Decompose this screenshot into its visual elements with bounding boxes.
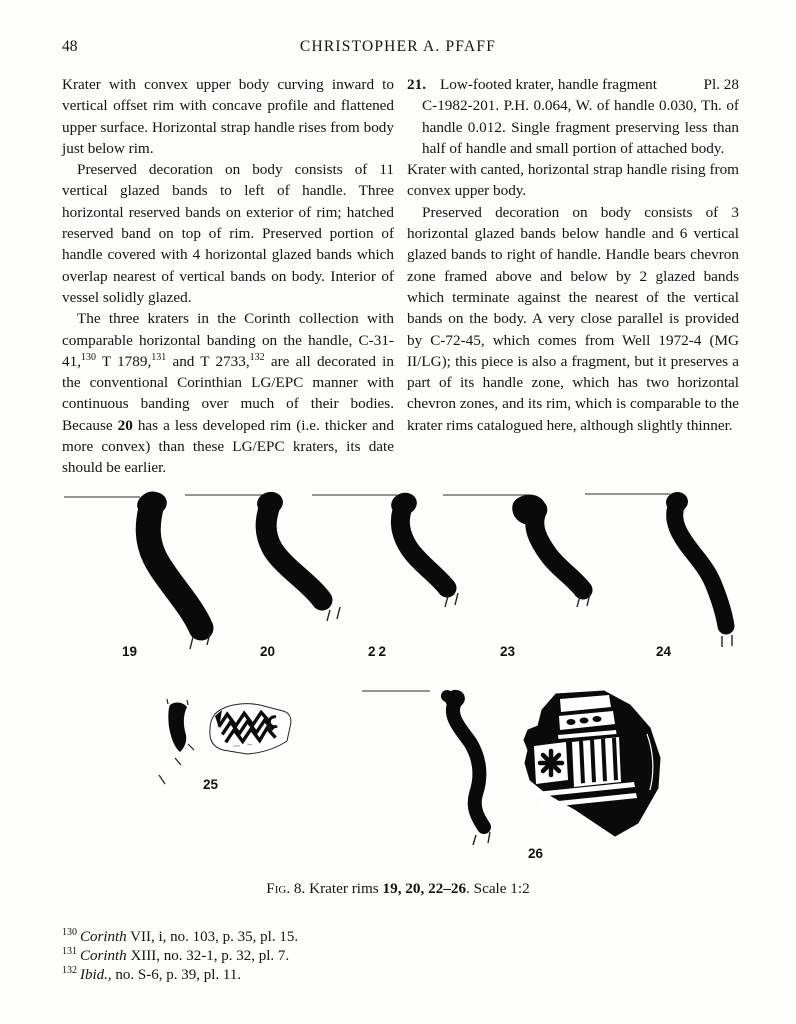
figure-label-23: 23 (500, 644, 516, 659)
page-number: 48 (62, 38, 78, 55)
footnote-work-title: Ibid. (80, 967, 108, 984)
figure-caption-numbers: 19, 20, 22–26 (382, 880, 467, 897)
paragraph: Krater with canted, horizontal strap handle rising from convex upper body. (407, 161, 739, 200)
catalog-entry-number: 21. (407, 76, 426, 93)
footnote-ref-131: 131 (151, 351, 167, 363)
footnote-text: VII, i, no. 103, p. 35, pl. 15. (126, 929, 299, 945)
right-column (407, 74, 739, 479)
krater-rim-profile-23-drawing (438, 488, 603, 618)
figure-caption-scale: . Scale 1:2 (466, 880, 530, 897)
paragraph: Preserved decoration on body consists of 11 vertical glazed bands to left of handle. Three horizontal reserved bands on exterior of rim; hatched reserved band on top of rim. Preserved portion of handle covered with 4 horizontal glazed bands which overlap nearest of vertical bands on body. Interior of vessel solidly glazed. (62, 161, 394, 306)
text-run: The three kraters in the Corinth collection with comparable horizontal banding on the handle, C-31-41, (62, 310, 394, 370)
paragraph: Preserved decoration on body consists of 3 horizontal glazed bands below handle and 6 vertical glazed bands to right of handle. Handle bears chevron zone framed above and below by 2 glazed bands which terminate against the nearest of the vertical bands on the body. A very close parallel is provided by C-72-45, which comes from Well 1972-4 (MG II/LG); this piece is also a fragment, but it preserves a part of its handle zone, which has two horizontal chevron zones, and its rim, which is comparable to the krater rims catalogued here, although slightly thinner. (407, 203, 739, 434)
running-header: CHRISTOPHER A. PFAFF (299, 38, 497, 55)
figure-label-22-text: 22 (368, 644, 390, 659)
footnote-number: 130 (62, 927, 77, 938)
figure-label-19: 19 (122, 644, 138, 659)
catalog-entry-heading (407, 74, 739, 95)
text-run: has a less developed rim (i.e. thicker and more convex) than these LG/EPC kraters, its date should be earlier. (62, 416, 394, 477)
text-run: are all decorated in the conventional Corinthian LG/EPC manner with continuous banding over much of their bodies. Because (62, 352, 394, 434)
footnote-work-title: Corinth (80, 948, 127, 965)
catalog-entry-description: C-1982-201. P.H. 0.064, W. of handle 0.030, Th. of handle 0.012. Single fragment preserving less than half of handle and small portion of attached body. (422, 97, 739, 157)
footnote-ref-130: 130 (80, 351, 96, 363)
krater-rim-profile-26-drawing (360, 684, 510, 856)
catalog-number-ref: 20 (117, 416, 133, 434)
krater-rim-profile-22-drawing (310, 488, 470, 618)
footnote-text: XIII, no. 32-1, p. 32, pl. 7. (126, 948, 290, 965)
figure-label-22 (368, 644, 389, 659)
paragraph: Krater with convex upper body curving inward to vertical offset rim with concave profile and flattened upper surface. Horizontal strap handle rises from body just below rim. (62, 76, 394, 157)
figure-caption-fig: Fig. (266, 880, 291, 897)
figure-caption-mid: 8. Krater rims (290, 880, 383, 897)
krater-rim-profile-20-drawing (182, 488, 347, 633)
footnote-work-title: Corinth (80, 929, 127, 945)
footnote-number: 132 (62, 965, 77, 977)
figure-label-24: 24 (656, 644, 672, 659)
krater-rim-profile-24-drawing (585, 488, 753, 656)
figure-label-20: 20 (260, 644, 276, 659)
footnote-132 (62, 966, 298, 985)
catalog-entry-title: Low-footed krater, handle fragment (439, 76, 657, 93)
krater-rim-profile-25-drawing (158, 698, 210, 790)
text-columns (62, 74, 740, 479)
krater-rim-profile-19-drawing (60, 488, 225, 656)
paragraph (62, 308, 394, 478)
footnote-text: , no. S-6, p. 39, pl. 11. (107, 967, 242, 984)
footnote-number: 131 (62, 946, 77, 958)
footnote-ref-132: 132 (249, 351, 265, 363)
footnote-130 (62, 928, 298, 947)
footnotes (62, 928, 298, 986)
footnote-131 (62, 947, 298, 966)
figure-label-25: 25 (203, 777, 219, 792)
sherd-25-drawing (205, 700, 299, 764)
left-column (62, 74, 394, 479)
figure-caption (0, 880, 796, 898)
sherd-26-drawing (516, 688, 686, 842)
plate-reference: Pl. 28 (703, 76, 739, 93)
text-run: T 1789, (95, 352, 152, 370)
figure-label-26: 26 (528, 846, 544, 861)
text-run: and T 2733, (166, 352, 250, 370)
